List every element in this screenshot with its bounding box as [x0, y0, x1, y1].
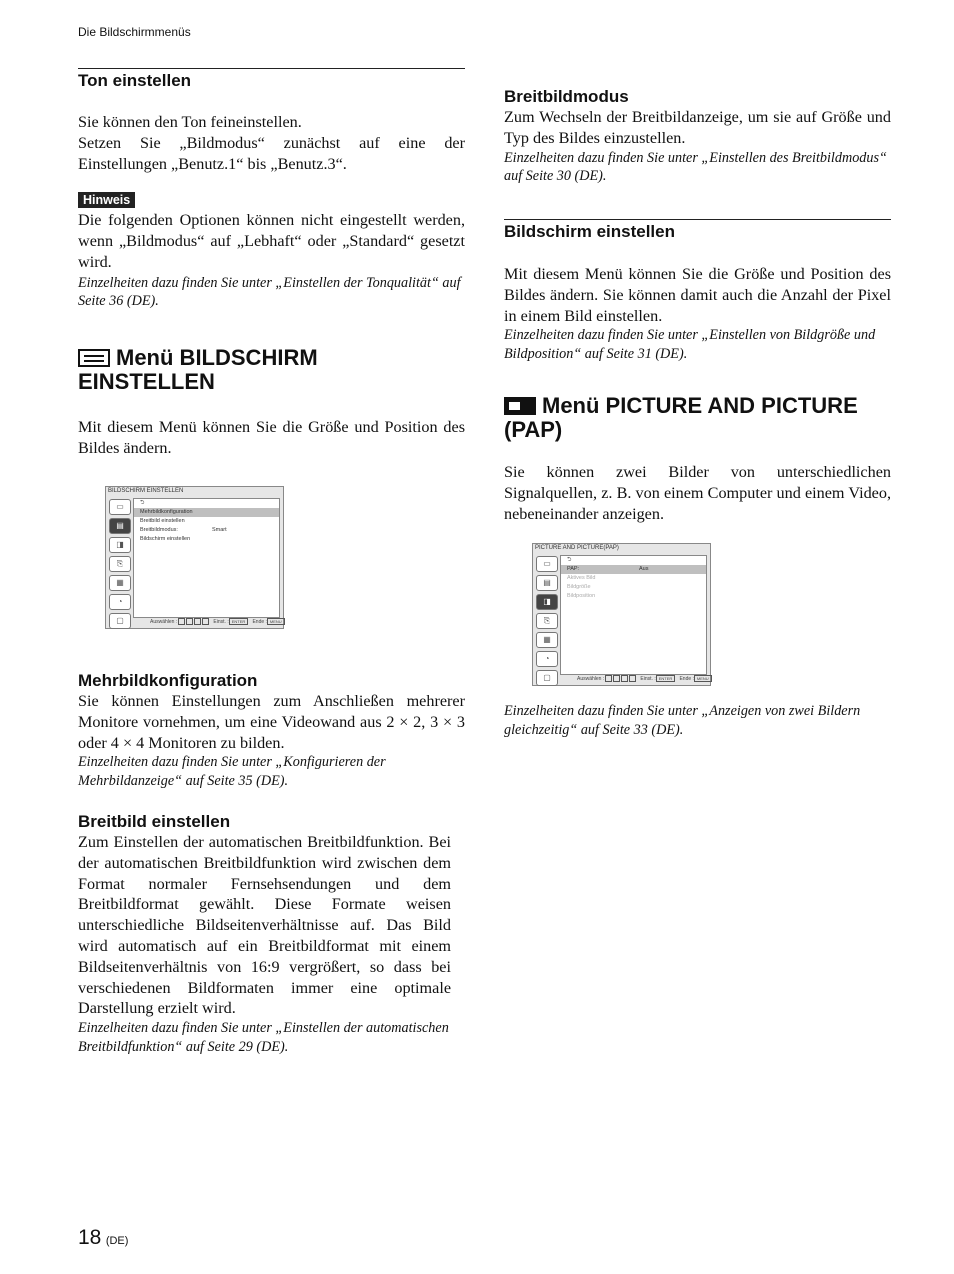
- timer-icon: ◔: [536, 651, 558, 667]
- input-icon: ⎘: [536, 613, 558, 629]
- osd-icon-column: [536, 556, 558, 689]
- setup-icon: ▦: [109, 575, 131, 591]
- osd-footer: Auswählen : Einst. : ENTER Ende : MENU: [577, 675, 712, 682]
- input-icon: ⎘: [109, 556, 131, 572]
- osd-back-row: ⮌: [567, 557, 572, 563]
- osd-menu-panel: [133, 498, 280, 618]
- breitbild-reference: Einzelheiten dazu finden Sie unter „Einstellen der automatischen Breitbildfunktion“ auf Seite 29 (DE).: [78, 1020, 449, 1055]
- pap-icon: ◨: [109, 537, 131, 553]
- breitbildmodus-block: [504, 87, 891, 186]
- breitbildmodus-text: Zum Wechseln der Breitbildanzeige, um sie auf Größe und Typ des Bildes einzustellen.: [504, 108, 891, 147]
- section-rule: [78, 68, 465, 69]
- osd-row: Breitbildmodus: Smart: [140, 527, 227, 533]
- breitbild-block: [78, 812, 451, 1056]
- mehrbild-text: Sie können Einstellungen zum Anschließen mehrerer Monitore vornehmen, um eine Videowand aus 2 × 2, 3 × 3 oder 4 × 4 Monitoren zu bilden.: [78, 692, 465, 752]
- running-head: Die Bildschirmmenüs: [78, 25, 191, 39]
- osd-pap: [532, 543, 711, 686]
- osd-icon-column: [109, 499, 131, 632]
- setup-icon: ▦: [536, 632, 558, 648]
- menu-pap-block: [504, 394, 891, 524]
- osd-row: Bildschirm einstellen: [140, 536, 191, 542]
- options-icon: ▢: [109, 613, 131, 629]
- osd-row: Aktives Bild: [567, 575, 596, 581]
- osd-row: Breitbild einstellen: [140, 518, 185, 524]
- ton-reference: Einzelheiten dazu finden Sie unter „Einstellen der Tonqualität“ auf Seite 36 (DE).: [78, 274, 461, 310]
- picture-icon: ▭: [109, 499, 131, 515]
- osd-title: PICTURE AND PICTURE(PAP): [535, 545, 619, 551]
- section-rule: [504, 219, 891, 220]
- menu-pap-intro: Sie können zwei Bilder von unterschiedlichen Signalquellen, z. B. von einem Computer und einem Video, nebeneinander anzeigen.: [504, 463, 891, 523]
- osd-row: PAP: Aus: [561, 565, 706, 574]
- pap-icon: ◨: [536, 594, 558, 610]
- pap-reference: Einzelheiten dazu finden Sie unter „Anzeigen von zwei Bildern gleichzeitig“ auf Seite 33 (DE).: [504, 703, 861, 738]
- osd-row: Bildposition: [567, 593, 596, 599]
- osd-bildschirm-einstellen: [105, 486, 284, 629]
- osd-footer: Auswählen : Einst. : ENTER Ende : MENU: [150, 618, 285, 625]
- ton-para-1: Sie können den Ton feineinstellen.: [78, 113, 302, 131]
- osd-row: Mehrbildkonfiguration: [134, 508, 279, 517]
- breitbild-text: Zum Einstellen der automatischen Breitbildfunktion. Bei der automatischen Breitbildfunktion wird zwischen dem Format normaler Fernsehsendungen und dem Breitbildformat gewählt. Diese Formate weisen unterschiedliche Bildseitenverhältnisse auf. Das Bild wird automatisch auf ein Breitbildformat mit einem Bildseitenverhältnis von 16:9 vergrößert, so dass bei verschiedenen Bildformaten immer eine optimale Darstellung erzielt wird.: [78, 833, 451, 1018]
- screen-icon: ▤: [536, 575, 558, 591]
- screen-icon: ▤: [109, 518, 131, 534]
- options-icon: ▢: [536, 670, 558, 686]
- mehrbild-heading: Mehrbildkonfiguration: [78, 671, 258, 690]
- picture-icon: ▭: [536, 556, 558, 572]
- page-number: 18: [78, 1226, 102, 1249]
- breitbildmodus-reference: Einzelheiten dazu finden Sie unter „Einstellen des Breitbildmodus“ auf Seite 30 (DE).: [504, 149, 887, 185]
- menu-bildschirm-block: [78, 346, 465, 459]
- left-column: [78, 68, 465, 311]
- osd-title: BILDSCHIRM EINSTELLEN: [108, 488, 184, 494]
- page-footer: [78, 1226, 128, 1250]
- bildschirm-reference: Einzelheiten dazu finden Sie unter „Einstellen von Bildgröße und Bildposition“ auf Seite 31 (DE).: [504, 327, 876, 362]
- hinweis-badge: Hinweis: [78, 192, 135, 208]
- mehrbild-reference: Einzelheiten dazu finden Sie unter „Konfigurieren der Mehrbildanzeige“ auf Seite 35 (DE).: [78, 754, 386, 789]
- bildschirm-block: [504, 219, 891, 363]
- bildschirm-text: Mit diesem Menü können Sie die Größe und Position des Bildes ändern. Sie können damit auch die Anzahl der Pixel in einem Bild einstellen.: [504, 265, 891, 325]
- bildschirm-heading: Bildschirm einstellen: [504, 222, 675, 241]
- page-suffix: (DE): [105, 1235, 129, 1247]
- breitbildmodus-heading: Breitbildmodus: [504, 87, 629, 106]
- pap-icon: [504, 397, 536, 415]
- menu-pap-heading: Menü PICTURE AND PICTURE (PAP): [504, 393, 858, 442]
- timer-icon: ◔: [109, 594, 131, 610]
- osd-back-row: ⮌: [140, 500, 145, 506]
- menu-bildschirm-intro: Mit diesem Menü können Sie die Größe und Position des Bildes ändern.: [78, 418, 465, 457]
- osd-row: Bildgröße: [567, 584, 591, 590]
- screen-adjust-icon: [78, 349, 110, 367]
- breitbild-heading: Breitbild einstellen: [78, 812, 231, 831]
- menu-bildschirm-heading: Menü BILDSCHIRM EINSTELLEN: [78, 345, 318, 394]
- mehrbild-block: [78, 671, 465, 790]
- hinweis-text: Die folgenden Optionen können nicht eingestellt werden, wenn „Bildmodus“ auf „Lebhaft“ oder „Standard“ gesetzt wird.: [78, 211, 465, 271]
- ton-para-2: Setzen Sie „Bildmodus“ zunächst auf eine der Einstellungen „Benutz.1“ bis „Benutz.3“.: [78, 133, 465, 173]
- ton-heading: Ton einstellen: [78, 71, 192, 90]
- osd-menu-panel: [560, 555, 707, 675]
